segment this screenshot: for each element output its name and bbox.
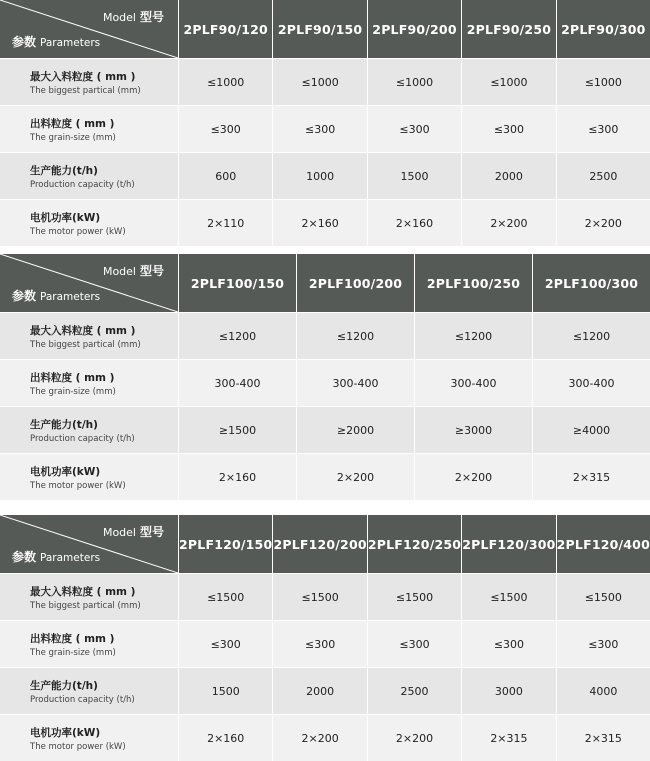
table-row — [0, 359, 650, 406]
parameter-name-cn: 最大入料粒度 ( mm ) — [30, 585, 136, 598]
model-header: 2PLF90/300 — [556, 0, 650, 58]
parameter-label — [0, 153, 178, 199]
parameter-label — [0, 621, 178, 667]
parameter-name-en: The motor power (kW) — [30, 226, 126, 237]
table-row — [0, 406, 650, 453]
model-header: 2PLF120/150 — [178, 515, 272, 573]
value-cell: 2500 — [367, 668, 461, 714]
corner-header — [0, 515, 178, 573]
value-cell: 2×200 — [296, 454, 414, 500]
value-cell: 1500 — [178, 668, 272, 714]
parameter-label — [0, 59, 178, 105]
parameter-name-cn: 电机功率(kW) — [30, 465, 101, 478]
value-cell: ≤1000 — [556, 59, 650, 105]
value-cell: 4000 — [556, 668, 650, 714]
value-cell: 2×110 — [178, 200, 272, 246]
value-cell: ≤1500 — [461, 574, 555, 620]
value-cell: ≤300 — [272, 621, 366, 667]
parameters-label-en: Parameters — [40, 291, 101, 303]
value-cell: 300-400 — [178, 360, 296, 406]
model-label-en: Model — [102, 526, 136, 539]
model-label-cn: 型号 — [139, 10, 164, 24]
corner-header — [0, 254, 178, 312]
value-cell: ≥1500 — [178, 407, 296, 453]
value-cell: 1000 — [272, 153, 366, 199]
spec-table-2plf90 — [0, 0, 650, 246]
value-cell: ≥2000 — [296, 407, 414, 453]
value-cell: ≤300 — [178, 621, 272, 667]
parameter-name-en: The grain-size (mm) — [30, 132, 116, 143]
model-header: 2PLF90/150 — [272, 0, 366, 58]
model-label — [103, 523, 164, 540]
value-cell: 600 — [178, 153, 272, 199]
value-cell: 2×200 — [414, 454, 532, 500]
model-label — [103, 8, 164, 25]
parameters-label-cn: 参数 — [12, 35, 37, 49]
parameter-name-cn: 生产能力(t/h) — [30, 164, 98, 177]
value-cell: 2×200 — [367, 715, 461, 761]
value-cell: 2000 — [272, 668, 366, 714]
table-row — [0, 312, 650, 359]
header-row — [0, 0, 650, 58]
value-cell: ≤300 — [367, 106, 461, 152]
model-header: 2PLF90/250 — [461, 0, 555, 58]
value-cell: 3000 — [461, 668, 555, 714]
parameter-name-en: Production capacity (t/h) — [30, 179, 135, 190]
model-header: 2PLF120/300 — [461, 515, 555, 573]
value-cell: ≤1000 — [272, 59, 366, 105]
value-cell: 2500 — [556, 153, 650, 199]
value-cell: 2×160 — [178, 454, 296, 500]
model-label — [103, 262, 164, 279]
value-cell: ≤1000 — [367, 59, 461, 105]
parameter-label — [0, 407, 178, 453]
parameter-name-cn: 出料粒度 ( mm ) — [30, 632, 115, 645]
spec-table-2plf120 — [0, 515, 650, 761]
value-cell: ≤1500 — [178, 574, 272, 620]
parameters-label — [12, 33, 100, 50]
parameter-name-en: The biggest partical (mm) — [30, 85, 141, 96]
value-cell: ≤300 — [461, 621, 555, 667]
value-cell: 2×160 — [178, 715, 272, 761]
value-cell: ≥3000 — [414, 407, 532, 453]
model-header: 2PLF100/150 — [178, 254, 296, 312]
table-row — [0, 620, 650, 667]
value-cell: ≤1500 — [272, 574, 366, 620]
table-row — [0, 199, 650, 246]
table-row — [0, 714, 650, 761]
model-header: 2PLF90/120 — [178, 0, 272, 58]
model-header: 2PLF120/400 — [556, 515, 650, 573]
header-row — [0, 515, 650, 573]
parameter-name-cn: 最大入料粒度 ( mm ) — [30, 324, 136, 337]
value-cell: ≤300 — [556, 621, 650, 667]
value-cell: 2×315 — [532, 454, 650, 500]
parameter-name-cn: 生产能力(t/h) — [30, 679, 98, 692]
model-header: 2PLF120/200 — [272, 515, 366, 573]
parameter-name-cn: 生产能力(t/h) — [30, 418, 98, 431]
value-cell: ≤300 — [178, 106, 272, 152]
parameter-label — [0, 313, 178, 359]
value-cell: ≤1200 — [414, 313, 532, 359]
parameter-label — [0, 454, 178, 500]
value-cell: 1500 — [367, 153, 461, 199]
parameter-name-en: The biggest partical (mm) — [30, 339, 141, 350]
parameters-label — [12, 548, 100, 565]
value-cell: 2×315 — [461, 715, 555, 761]
value-cell: 300-400 — [532, 360, 650, 406]
parameter-name-en: The motor power (kW) — [30, 480, 126, 491]
value-cell: ≥4000 — [532, 407, 650, 453]
parameter-label — [0, 360, 178, 406]
table-row — [0, 58, 650, 105]
model-label-en: Model — [102, 11, 136, 24]
value-cell: 300-400 — [414, 360, 532, 406]
parameters-label-cn: 参数 — [12, 550, 37, 564]
model-header: 2PLF120/250 — [367, 515, 461, 573]
parameter-name-en: Production capacity (t/h) — [30, 433, 135, 444]
value-cell: 2×160 — [272, 200, 366, 246]
model-label-cn: 型号 — [139, 525, 164, 539]
spec-table-2plf100 — [0, 254, 650, 500]
value-cell: ≤1000 — [461, 59, 555, 105]
value-cell: 2×160 — [367, 200, 461, 246]
model-label-en: Model — [102, 265, 136, 278]
value-cell: ≤1000 — [178, 59, 272, 105]
parameters-label-en: Parameters — [40, 37, 101, 49]
value-cell: 2×315 — [556, 715, 650, 761]
value-cell: ≤300 — [461, 106, 555, 152]
parameter-label — [0, 200, 178, 246]
parameter-name-en: The motor power (kW) — [30, 741, 126, 752]
parameter-label — [0, 106, 178, 152]
parameter-name-en: The grain-size (mm) — [30, 386, 116, 397]
value-cell: ≤1200 — [178, 313, 296, 359]
parameters-label — [12, 287, 100, 304]
parameter-label — [0, 574, 178, 620]
parameter-name-cn: 电机功率(kW) — [30, 726, 101, 739]
value-cell: ≤300 — [272, 106, 366, 152]
parameter-name-cn: 出料粒度 ( mm ) — [30, 117, 115, 130]
table-row — [0, 453, 650, 500]
value-cell: ≤1200 — [296, 313, 414, 359]
value-cell: 2×200 — [461, 200, 555, 246]
table-row — [0, 152, 650, 199]
table-row — [0, 573, 650, 620]
parameters-label-cn: 参数 — [12, 289, 37, 303]
table-row — [0, 667, 650, 714]
parameter-name-cn: 出料粒度 ( mm ) — [30, 371, 115, 384]
model-label-cn: 型号 — [139, 264, 164, 278]
corner-header — [0, 0, 178, 58]
value-cell: ≤300 — [367, 621, 461, 667]
value-cell: 300-400 — [296, 360, 414, 406]
model-header: 2PLF100/300 — [532, 254, 650, 312]
value-cell: ≤1200 — [532, 313, 650, 359]
header-row — [0, 254, 650, 312]
value-cell: 2000 — [461, 153, 555, 199]
value-cell: 2×200 — [556, 200, 650, 246]
parameter-name-en: The biggest partical (mm) — [30, 600, 141, 611]
model-header: 2PLF90/200 — [367, 0, 461, 58]
value-cell: 2×200 — [272, 715, 366, 761]
parameter-name-en: Production capacity (t/h) — [30, 694, 135, 705]
parameters-label-en: Parameters — [40, 552, 101, 564]
model-header: 2PLF100/200 — [296, 254, 414, 312]
value-cell: ≤1500 — [367, 574, 461, 620]
parameter-name-cn: 电机功率(kW) — [30, 211, 101, 224]
table-row — [0, 105, 650, 152]
parameter-label — [0, 715, 178, 761]
value-cell: ≤1500 — [556, 574, 650, 620]
value-cell: ≤300 — [556, 106, 650, 152]
parameter-name-cn: 最大入料粒度 ( mm ) — [30, 70, 136, 83]
model-header: 2PLF100/250 — [414, 254, 532, 312]
parameter-label — [0, 668, 178, 714]
parameter-name-en: The grain-size (mm) — [30, 647, 116, 658]
